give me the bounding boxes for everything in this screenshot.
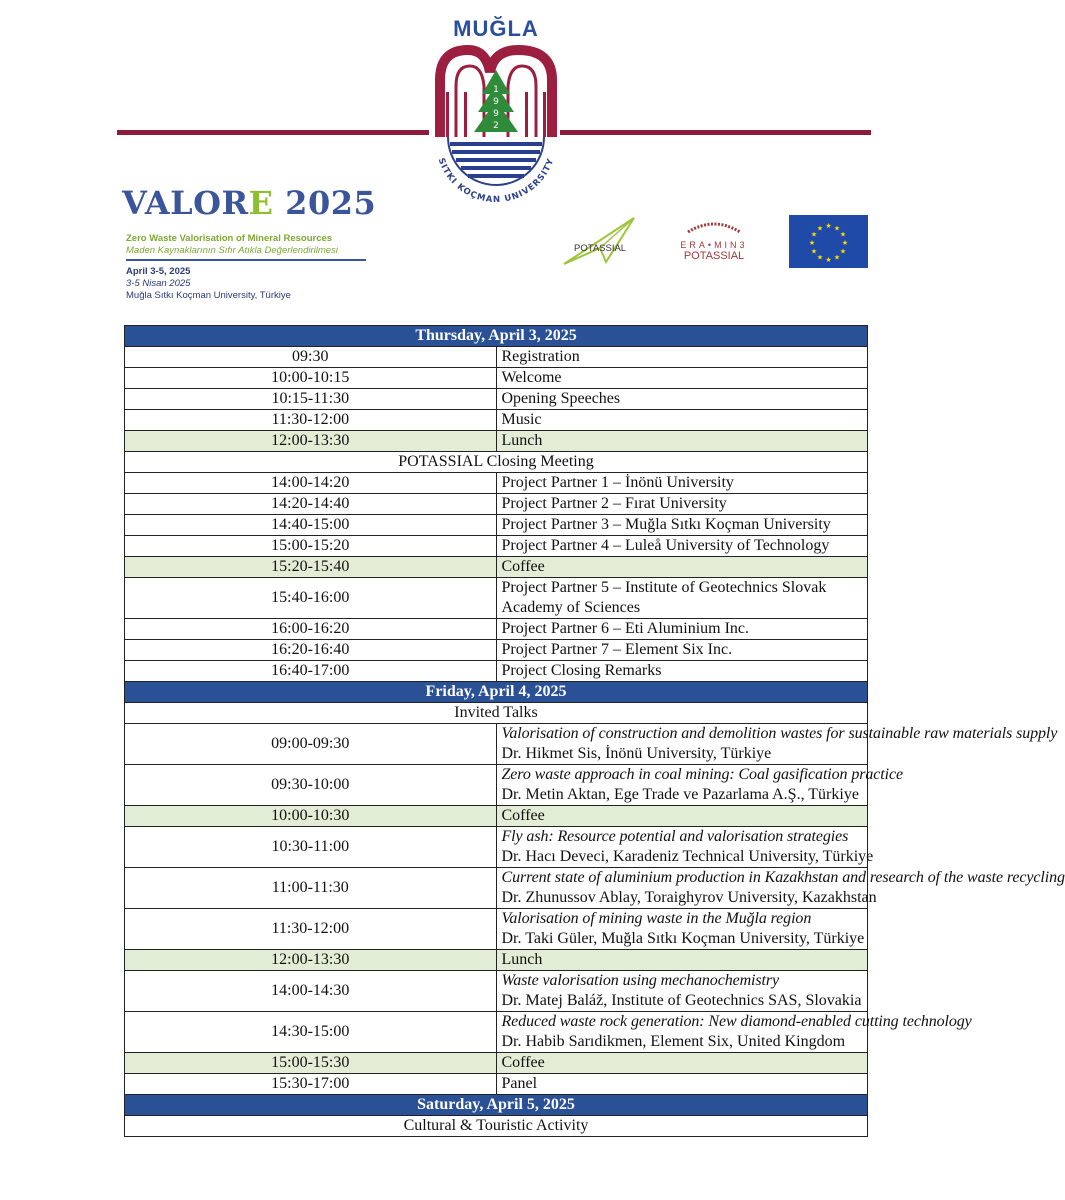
conference-subtitle-en: Zero Waste Valorisation of Mineral Resources (126, 233, 333, 244)
talk-title: Current state of aluminium production in Kazakhstan and research of the waste recycling (501, 869, 1065, 886)
time-cell: 14:40-15:00 (125, 515, 497, 536)
activity-cell: Project Closing Remarks (496, 661, 868, 682)
activity-cell: Lunch (496, 431, 868, 452)
activity-cell: Music (496, 410, 868, 431)
potassial-logo-icon (560, 214, 640, 270)
talk-title: Zero waste approach in coal mining: Coal gasification practice (501, 766, 903, 783)
conference-divider (126, 259, 366, 261)
activity-cell: Project Partner 2 – Fırat University (496, 494, 868, 515)
schedule-row (125, 473, 868, 494)
section-cultural-activity (125, 1116, 868, 1137)
talk-title: Valorisation of mining waste in the Muğla region (501, 910, 812, 927)
talk-speaker: Dr. Zhunussov Ablay, Toraighyrov University, Kazakhstan (501, 889, 877, 906)
time-cell: 15:00-15:30 (125, 1053, 497, 1074)
day-heading: Saturday, April 5, 2025 (125, 1095, 868, 1116)
time-cell: 10:30-11:00 (125, 827, 497, 868)
eu-flag-icon (789, 215, 868, 268)
talk-row (125, 724, 868, 765)
time-cell: 16:00-16:20 (125, 619, 497, 640)
conference-dates-en: April 3-5, 2025 (126, 266, 191, 277)
svg-text:9: 9 (493, 97, 499, 107)
section-label: Cultural & Touristic Activity (125, 1116, 868, 1137)
time-cell: 14:00-14:30 (125, 971, 497, 1012)
conference-title-accent: E (248, 184, 274, 222)
talk-cell (496, 1012, 972, 1053)
talk-speaker: Dr. Matej Baláž, Institute of Geotechnics SAS, Slovakia (501, 992, 862, 1009)
time-cell: 10:00-10:15 (125, 368, 497, 389)
talk-title: Valorisation of construction and demolition wastes for sustainable raw materials supply (501, 725, 1058, 742)
header-rule-left (117, 130, 429, 135)
conference-year: 2025 (273, 184, 377, 222)
activity-cell: Panel (496, 1074, 868, 1095)
schedule-row (125, 619, 868, 640)
university-emblem-icon (428, 42, 564, 217)
talk-row (125, 868, 868, 909)
talk-cell (496, 765, 903, 806)
schedule-row (125, 578, 868, 619)
svg-text:★: ★ (816, 224, 824, 233)
schedule-row (125, 640, 868, 661)
section-label: POTASSIAL Closing Meeting (125, 452, 868, 473)
day-header-friday (125, 682, 868, 703)
time-cell: 09:30-10:00 (125, 765, 497, 806)
time-cell: 11:30-12:00 (125, 410, 497, 431)
break-row (125, 1053, 868, 1074)
talk-title: Fly ash: Resource potential and valorisation strategies (501, 828, 849, 845)
svg-text:★: ★ (825, 256, 832, 264)
time-cell: 11:00-11:30 (125, 868, 497, 909)
eu-stars-icon (789, 215, 868, 268)
schedule-row (125, 368, 868, 389)
header-rule-right (560, 130, 871, 135)
activity-cell: Project Partner 5 – Institute of Geotechnics Slovak Academy of Sciences (496, 578, 868, 619)
time-cell: 12:00-13:30 (125, 950, 497, 971)
schedule-row (125, 494, 868, 515)
activity-cell: Coffee (496, 557, 868, 578)
activity-cell: Opening Speeches (496, 389, 868, 410)
activity-cell: Lunch (496, 950, 868, 971)
eramin-logo (668, 218, 760, 270)
svg-text:★: ★ (839, 247, 847, 256)
activity-cell: Registration (496, 347, 868, 368)
break-row (125, 806, 868, 827)
university-logo (428, 12, 564, 217)
activity-cell: Project Partner 7 – Element Six Inc. (496, 640, 868, 661)
time-cell: 15:40-16:00 (125, 578, 497, 619)
page-header (0, 0, 990, 320)
svg-text:★: ★ (839, 230, 847, 239)
talk-row (125, 827, 868, 868)
talk-cell (496, 724, 1058, 765)
potassial-logo-label: POTASSIAL (574, 243, 627, 254)
activity-cell: Coffee (496, 806, 868, 827)
conference-venue: Muğla Sıtkı Koçman University, Türkiye (126, 290, 291, 301)
schedule-row (125, 661, 868, 682)
svg-text:9: 9 (493, 109, 499, 119)
section-potassial-closing (125, 452, 868, 473)
svg-text:2: 2 (493, 121, 499, 131)
day-heading: Thursday, April 3, 2025 (125, 326, 868, 347)
time-cell: 11:30-12:00 (125, 909, 497, 950)
time-cell: 15:30-17:00 (125, 1074, 497, 1095)
svg-text:★: ★ (825, 222, 832, 230)
talk-title: Waste valorisation using mechanochemistry (501, 972, 780, 989)
activity-cell: Project Partner 1 – İnönü University (496, 473, 868, 494)
break-row (125, 950, 868, 971)
eramin-arc-icon (686, 220, 742, 234)
svg-text:★: ★ (833, 224, 841, 233)
conference-title (122, 184, 376, 222)
svg-text:★: ★ (808, 239, 816, 247)
talk-cell (496, 909, 868, 950)
conference-title-part1: VALOR (122, 184, 249, 222)
section-label: Invited Talks (125, 703, 868, 724)
section-invited-talks (125, 703, 868, 724)
schedule-row (125, 389, 868, 410)
activity-cell: Project Partner 4 – Luleå University of Technology (496, 536, 868, 557)
time-cell: 14:00-14:20 (125, 473, 497, 494)
time-cell: 16:20-16:40 (125, 640, 497, 661)
eramin-bottom-text: POTASSIAL (683, 250, 745, 262)
time-cell: 12:00-13:30 (125, 431, 497, 452)
talk-cell (496, 971, 868, 1012)
talk-row (125, 1012, 868, 1053)
schedule-row (125, 536, 868, 557)
talk-speaker: Dr. Hikmet Sis, İnönü University, Türkiye (501, 745, 772, 762)
schedule-row (125, 1074, 868, 1095)
time-cell: 16:40-17:00 (125, 661, 497, 682)
eramin-top-text: ERA•MIN3 (680, 240, 748, 250)
time-cell: 14:30-15:00 (125, 1012, 497, 1053)
activity-cell: Welcome (496, 368, 868, 389)
activity-cell: Coffee (496, 1053, 868, 1074)
schedule-row (125, 347, 868, 368)
schedule-table (124, 325, 1065, 1137)
schedule-row (125, 515, 868, 536)
talk-row (125, 765, 868, 806)
time-cell: 10:00-10:30 (125, 806, 497, 827)
time-cell: 09:00-09:30 (125, 724, 497, 765)
conference-dates-tr: 3-5 Nisan 2025 (126, 278, 191, 289)
talk-speaker: Dr. Metin Aktan, Ege Trade ve Pazarlama A.Ş., Türkiye (501, 786, 859, 803)
talk-speaker: Dr. Taki Güler, Muğla Sıtkı Koçman University, Türkiye (501, 930, 865, 947)
day-header-thursday (125, 326, 868, 347)
time-cell: 10:15-11:30 (125, 389, 497, 410)
day-header-saturday (125, 1095, 868, 1116)
talk-speaker: Dr. Hacı Deveci, Karadeniz Technical University, Türkiye (501, 848, 874, 865)
talk-cell (496, 868, 1065, 909)
time-cell: 15:20-15:40 (125, 557, 497, 578)
conference-subtitle-tr: Maden Kaynaklarının Sıfır Atıkla Değerlendirilmesi (126, 245, 338, 256)
time-cell: 09:30 (125, 347, 497, 368)
svg-text:1: 1 (493, 85, 499, 95)
university-arc-text: SITKI KOÇMAN UNIVERSITY (435, 156, 557, 206)
talk-row (125, 909, 868, 950)
talk-speaker: Dr. Habib Sarıdikmen, Element Six, United Kingdom (501, 1033, 846, 1050)
talk-row (125, 971, 868, 1012)
svg-text:★: ★ (833, 253, 841, 262)
day-heading: Friday, April 4, 2025 (125, 682, 868, 703)
activity-cell: Project Partner 6 – Eti Aluminium Inc. (496, 619, 868, 640)
activity-cell: Project Partner 3 – Muğla Sıtkı Koçman University (496, 515, 868, 536)
university-name: MUĞLA (453, 16, 539, 41)
time-cell: 15:00-15:20 (125, 536, 497, 557)
svg-text:★: ★ (816, 253, 824, 262)
schedule-row (125, 410, 868, 431)
svg-text:★: ★ (810, 230, 818, 239)
break-row (125, 431, 868, 452)
talk-cell (496, 827, 874, 868)
svg-text:★: ★ (810, 247, 818, 256)
break-row (125, 557, 868, 578)
svg-text:★: ★ (841, 239, 849, 247)
talk-title: Reduced waste rock generation: New diamond-enabled cutting technology (501, 1013, 972, 1030)
time-cell: 14:20-14:40 (125, 494, 497, 515)
